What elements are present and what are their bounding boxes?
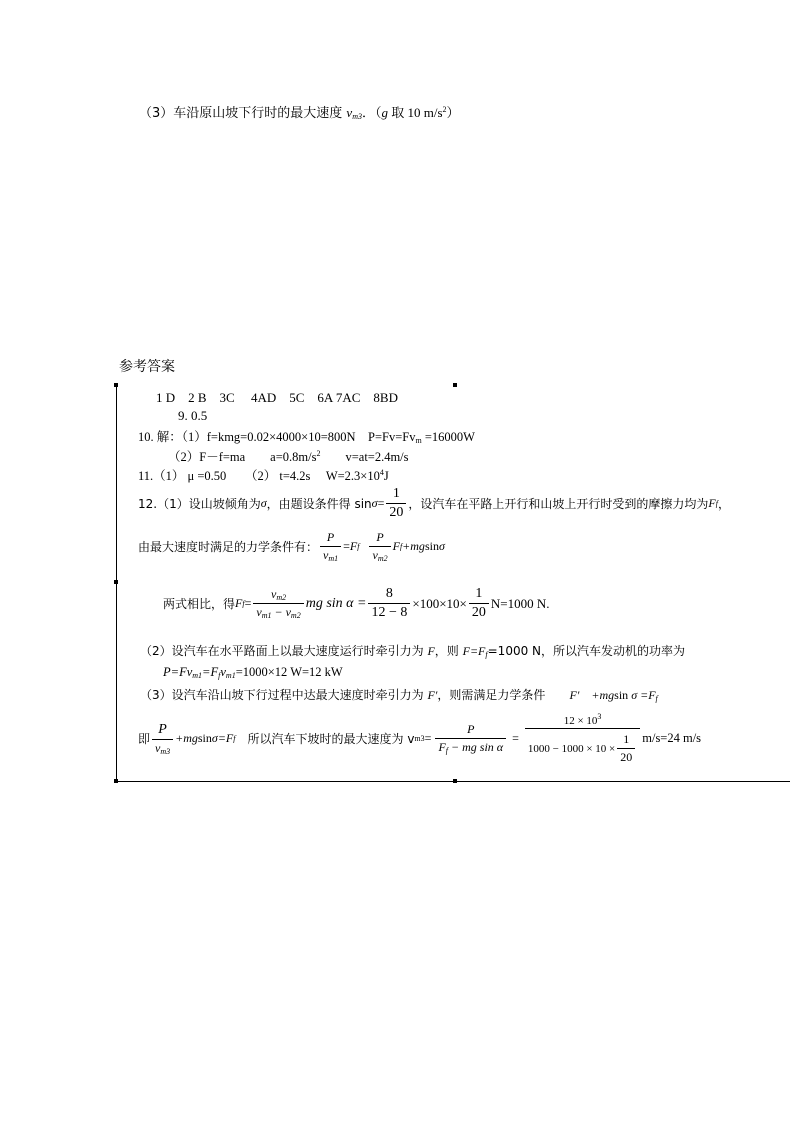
- v-symbol-7: v: [155, 740, 161, 755]
- v-symbol-2: v: [372, 548, 378, 562]
- F-equals-Ff: F=F: [462, 644, 486, 658]
- exp-3: 3: [597, 712, 602, 721]
- m1-sub-3: m1: [192, 671, 203, 680]
- friction-sub: f: [715, 499, 718, 508]
- equals: =: [343, 539, 350, 553]
- q12-l4-d: =1000 N，所以汽车发动机的功率为: [487, 644, 686, 658]
- sigma-symbol-4: σ: [631, 688, 638, 702]
- fraction-1-over-20: [386, 486, 406, 521]
- fraction-8: 8: [385, 586, 393, 601]
- fraction-velocity-ratio: $\frac{v_{m2}}{v_{m1} - v_{m2}}$: [253, 587, 303, 620]
- plus-mg: +mg: [175, 731, 198, 745]
- sigma-symbol-2: σ: [371, 496, 378, 510]
- answer-10-end: =16000W: [421, 430, 475, 444]
- multiply-term: ×100×10×: [412, 595, 467, 611]
- F-prime-mg: F′ +mg: [569, 688, 615, 702]
- answer-12-line2: [138, 530, 445, 563]
- m2-sub-3: m2: [290, 611, 301, 620]
- P-symbol-3: P: [158, 721, 167, 737]
- fraction-P-vm1: [320, 530, 341, 563]
- velocity-symbol: v: [346, 105, 353, 120]
- sigma-symbol-5: σ: [211, 731, 218, 745]
- fraction-1-over-20-c: [617, 732, 635, 765]
- P-symbol-2: P: [376, 530, 384, 544]
- answer-10-part2: [168, 447, 409, 465]
- fraction-20-b: 20: [469, 603, 489, 621]
- q12-l4-b: ，则: [434, 644, 463, 658]
- fraction-8-over-4: [368, 586, 410, 621]
- fraction-final: [525, 712, 640, 765]
- answer-11: [138, 466, 389, 484]
- answer-9: 9. 0.5: [178, 408, 208, 423]
- fraction-20-c: 20: [617, 748, 635, 765]
- answer-12-part2-line1: [140, 642, 685, 659]
- answer-11-end: J: [383, 469, 389, 483]
- f-sub-5: f: [445, 746, 449, 755]
- q12-text-b: ，由题设条件得 sin: [266, 497, 372, 511]
- result-1000N: N=1000 N.: [490, 595, 550, 611]
- answer-12-line1: [138, 486, 730, 521]
- ji-text: 即: [138, 732, 151, 746]
- denominator-1000: 1000 − 1000 × 10 ×: [527, 742, 616, 755]
- sin-term: sin: [424, 539, 439, 553]
- fraction-1-c: 1: [623, 732, 630, 746]
- q12-l4-text: （2）设汽车在水平路面上以最大速度运行时牵引力为: [140, 644, 428, 658]
- friction-sub-3: f: [399, 542, 403, 551]
- question-text: （3）车沿原山坡下行时的最大速度: [139, 106, 347, 121]
- answer-10-2-text: （2）F－f=ma a=0.8m/s: [168, 450, 317, 464]
- m3-sub-2: m3: [414, 734, 425, 743]
- answer-12-part2-line2: [163, 665, 343, 680]
- fraction-P-over-Ff-mgsin: [435, 722, 506, 755]
- friction-sub-2: f: [357, 542, 360, 551]
- fraction-P-vm3: [152, 722, 173, 756]
- m1-sub-2: m1: [261, 611, 272, 620]
- question-text-mid: ．（: [361, 106, 382, 121]
- equals-3: =: [424, 731, 432, 745]
- f-sub-3: f: [655, 694, 658, 703]
- answers-1-8: 1 D 2 B 3C 4AD 5C 6A 7AC 8BD: [156, 390, 398, 405]
- answer-11-text: 11.（1） μ =0.50 （2） t=4.2s W=2.3×10: [138, 469, 380, 483]
- question-unit: 取 10 m/s: [387, 105, 443, 120]
- answer-12-line3: [163, 586, 549, 621]
- m2-sub-2: m2: [276, 593, 287, 602]
- q12-l2-text: 由最大速度时满足的力学条件有：: [138, 540, 319, 554]
- F-prime-symbol: F′: [427, 688, 438, 702]
- P-symbol-4: P: [467, 722, 475, 736]
- f-sub-4: f: [233, 734, 236, 743]
- f-sub-2: f: [218, 671, 221, 680]
- velocity-subscript: m3: [352, 112, 362, 121]
- mg-term: +mg: [402, 539, 425, 553]
- q12-text-c: ，设汽车在平路上开行和山坡上开行时受到的摩擦力均为: [408, 497, 709, 511]
- fraction-numerator: 1: [392, 486, 400, 501]
- final-velocity: m/s=24 m/s: [642, 731, 702, 745]
- numerator-12e3: 12 × 10: [563, 715, 598, 727]
- f-sub: f: [485, 650, 488, 659]
- question-line: [139, 102, 460, 121]
- answer-12-part3-line2: [138, 712, 701, 765]
- answer-title: 参考答案: [119, 359, 175, 375]
- unit-superscript: 2: [442, 105, 447, 114]
- P-equals-Fv: P=Fv: [163, 665, 193, 679]
- m2-sub: m2: [377, 554, 388, 563]
- frame-handle-bottom-left[interactable]: [114, 779, 118, 783]
- equals-4: =: [512, 731, 519, 745]
- equals-Ff-2: =F: [217, 731, 234, 745]
- mg-sin-alpha-den: − mg sin α: [448, 740, 504, 754]
- sin-term-2: sin: [614, 688, 632, 702]
- answer-10-2-end: v=at=2.4m/s: [320, 450, 409, 464]
- v-symbol-3: v: [270, 587, 277, 601]
- equals-F: =F: [202, 665, 219, 679]
- q12-eq: =: [377, 496, 385, 510]
- equals-Ff: =F: [637, 688, 656, 702]
- power-result: =1000×12 W=12 kW: [235, 665, 343, 679]
- m1-sub: m1: [328, 554, 339, 563]
- answer-10-text: 10. 解：（1）f=kmg=0.02×4000×10=800N P=Fv=Fv: [138, 430, 416, 444]
- F-den: F: [438, 740, 446, 754]
- m3-sub: m3: [160, 746, 171, 756]
- v-symbol-6: v: [220, 665, 226, 679]
- sigma-symbol-3: σ: [438, 539, 445, 553]
- frame-handle-top-left[interactable]: [114, 383, 118, 387]
- friction-symbol: F: [708, 496, 716, 510]
- q12-l6-b: ，则需满足力学条件: [437, 688, 570, 702]
- friction-symbol-3: F: [392, 539, 400, 553]
- q12-text-a: 12.（1）设山坡倾角为: [138, 497, 261, 511]
- sigma-symbol: σ: [260, 496, 267, 510]
- answer-12-part3-line1: [140, 686, 658, 703]
- answer-11-sup: 4: [379, 468, 384, 477]
- frame-handle-bottom-mid[interactable]: [453, 779, 457, 783]
- equals-2: =: [244, 596, 252, 610]
- friction-symbol-4: F: [235, 596, 243, 610]
- gravity-symbol: g: [381, 105, 388, 120]
- fraction-denominator: 20: [386, 503, 406, 521]
- fraction-P-vm2: [369, 530, 390, 563]
- q12-text-d: ，: [717, 497, 730, 511]
- friction-sub-4: f: [242, 599, 245, 608]
- sin-term-3: sin: [197, 731, 212, 745]
- P-symbol: P: [326, 530, 335, 544]
- v-symbol-5: v: [285, 605, 291, 619]
- answer-10-part1: [138, 427, 475, 445]
- fraction-1-b: 1: [475, 586, 483, 601]
- frame-handle-top-mid[interactable]: [453, 383, 457, 387]
- v-symbol: v: [323, 548, 329, 562]
- answer-10-sub: m: [415, 436, 422, 445]
- frame-handle-mid-left[interactable]: [114, 580, 118, 584]
- friction-symbol-2: F: [349, 539, 358, 553]
- m1-sub-4: m1: [225, 671, 236, 680]
- v-symbol-4: v: [256, 605, 262, 619]
- q12-l6-text: （3）设汽车沿山坡下行过程中达最大速度时牵引力为: [140, 688, 428, 702]
- question-text-end: ）: [446, 106, 460, 121]
- fraction-12-minus-8: 12 − 8: [368, 603, 410, 621]
- F-symbol: F: [427, 644, 435, 658]
- answer-10-2-sup: 2: [316, 449, 321, 458]
- downhill-text: 所以汽车下坡时的最大速度为 v: [235, 732, 415, 746]
- q12-l3-text: 两式相比，得: [163, 597, 236, 611]
- fraction-1-over-20-b: [469, 586, 489, 621]
- mg-sin-alpha: mg sin α =: [305, 595, 367, 611]
